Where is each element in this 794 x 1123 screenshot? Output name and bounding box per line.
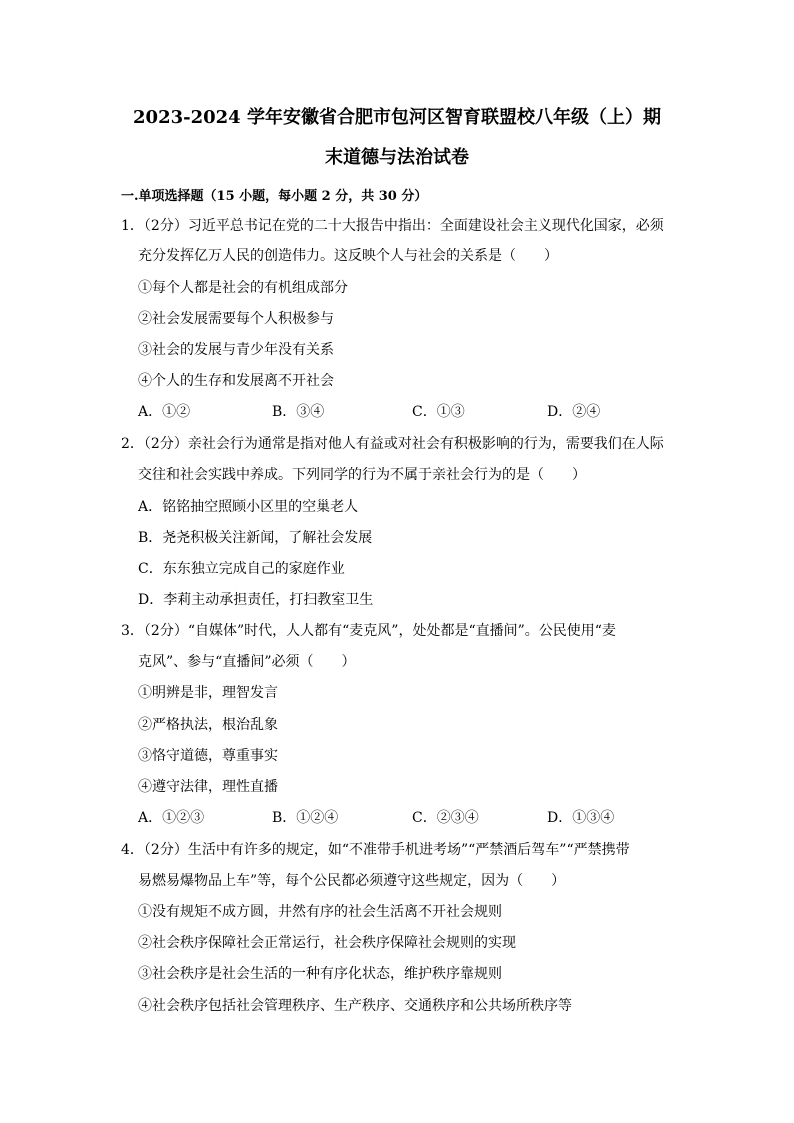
question-3-statement-4: ④遵守法律，理性直播 bbox=[138, 779, 278, 795]
question-3-stem-line-1: 3．（2分）“自媒体”时代，人人都有“麦克风”，处处都是“直播间”。公民使用“麦 bbox=[121, 623, 616, 639]
question-1-choice-d[interactable]: D．②④ bbox=[547, 404, 601, 420]
question-1-statement-2: ②社会发展需要每个人积极参与 bbox=[138, 311, 334, 327]
exam-title-line-1: 2023-2024 学年安徽省合肥市包河区智育联盟校八年级（上）期 bbox=[133, 107, 661, 128]
question-3-statement-1: ①明辨是非，理智发言 bbox=[138, 685, 278, 701]
question-3-choices bbox=[0, 808, 794, 828]
question-1-choice-c[interactable]: C．①③ bbox=[412, 404, 465, 420]
question-3-statement-2: ②严格执法，根治乱象 bbox=[138, 717, 278, 733]
question-4-stem-line-2: 易燃易爆物品上车”等，每个公民都必须遵守这些规定，因为（ ） bbox=[138, 873, 566, 889]
question-1-choice-b[interactable]: B．③④ bbox=[272, 404, 325, 420]
question-2-option-c[interactable]: C．东东独立完成自己的家庭作业 bbox=[138, 561, 345, 577]
question-1-statement-4: ④个人的生存和发展离不开社会 bbox=[138, 373, 334, 389]
question-3-choice-a[interactable]: A．①②③ bbox=[138, 810, 205, 826]
section-heading: 一.单项选择题（15 小题，每小题 2 分，共 30 分） bbox=[121, 189, 428, 204]
question-3-choice-d[interactable]: D．①③④ bbox=[547, 810, 615, 826]
question-2-option-d[interactable]: D．李莉主动承担责任，打扫教室卫生 bbox=[138, 592, 374, 608]
question-1-stem-line-1: 1．（2分）习近平总书记在党的二十大报告中指出：全面建设社会主义现代化国家，必须 bbox=[121, 218, 664, 234]
question-2-stem-line-2: 交往和社会实践中养成。下列同学的行为不属于亲社会行为的是（ ） bbox=[138, 467, 586, 483]
question-1-statement-3: ③社会的发展与青少年没有关系 bbox=[138, 342, 334, 358]
question-1-stem-line-2: 充分发挥亿万人民的创造伟力。这反映个人与社会的关系是（ ） bbox=[138, 248, 558, 264]
question-3-choice-c[interactable]: C．②③④ bbox=[412, 810, 479, 826]
question-1-statement-1: ①每个人都是社会的有机组成部分 bbox=[138, 280, 348, 296]
question-4-statement-2: ②社会秩序保障社会正常运行，社会秩序保障社会规则的实现 bbox=[138, 935, 516, 951]
question-2-option-b[interactable]: B．尧尧积极关注新闻，了解社会发展 bbox=[138, 530, 373, 546]
question-1-choices bbox=[0, 402, 794, 422]
question-2-option-a[interactable]: A．铭铭抽空照顾小区里的空巢老人 bbox=[138, 499, 359, 515]
question-4-statement-3: ③社会秩序是社会生活的一种有序化状态，维护秩序靠规则 bbox=[138, 966, 502, 982]
exam-title-line-2: 末道德与法治试卷 bbox=[325, 147, 469, 168]
question-4-statement-4: ④社会秩序包括社会管理秩序、生产秩序、交通秩序和公共场所秩序等 bbox=[138, 998, 572, 1014]
question-4-stem-line-1: 4．（2分）生活中有许多的规定，如“不准带手机进考场”“严禁酒后驾车”“严禁携带 bbox=[121, 842, 630, 858]
question-3-choice-b[interactable]: B．①②④ bbox=[272, 810, 339, 826]
question-3-stem-line-2: 克风”、参与“直播间”必须（ ） bbox=[138, 654, 356, 670]
question-2-stem-line-1: 2．（2分）亲社会行为通常是指对他人有益或对社会有积极影响的行为，需要我们在人际 bbox=[121, 436, 664, 452]
question-4-statement-1: ①没有规矩不成方圆，井然有序的社会生活离不开社会规则 bbox=[138, 904, 502, 920]
question-3-statement-3: ③恪守道德，尊重事实 bbox=[138, 748, 278, 764]
question-1-choice-a[interactable]: A．①② bbox=[138, 404, 191, 420]
